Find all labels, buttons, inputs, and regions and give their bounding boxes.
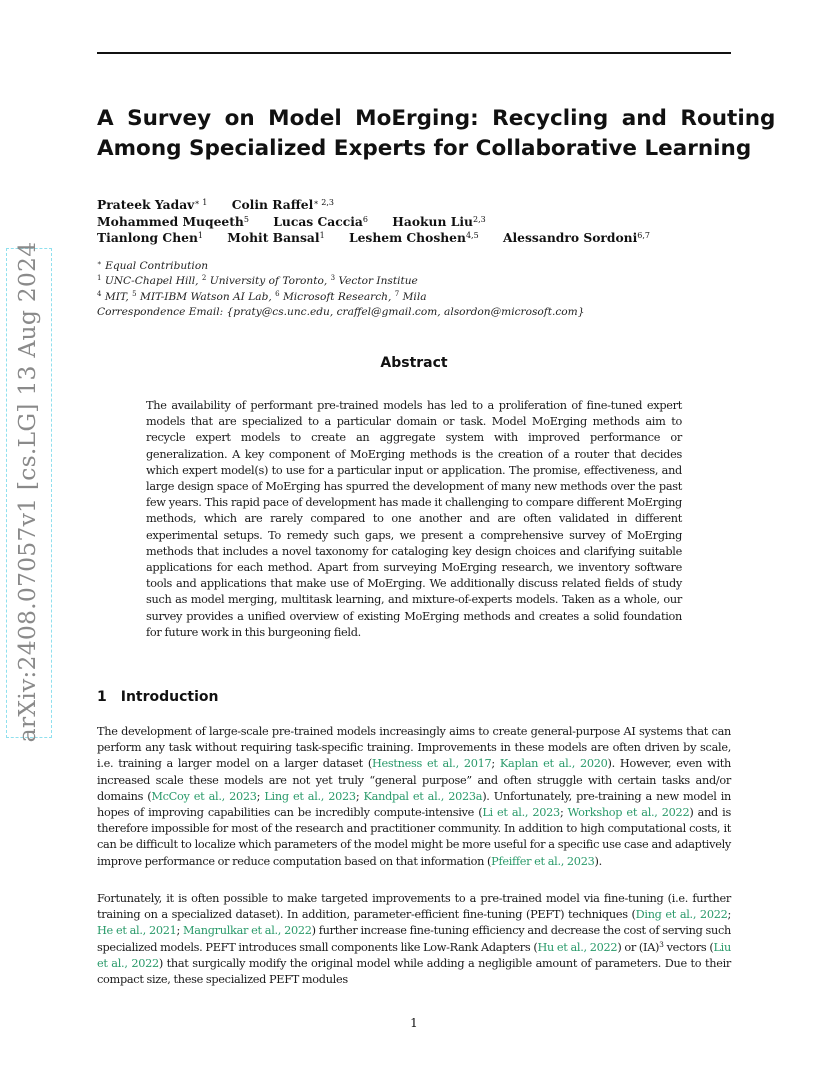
citation-link[interactable]: McCoy et al., 2023	[151, 789, 257, 803]
arxiv-watermark[interactable]: arXiv:2408.07057v1 [cs.LG] 13 Aug 2024	[13, 241, 41, 743]
author	[349, 230, 479, 247]
text-run: ;	[355, 789, 364, 803]
affil-marker: 6	[275, 289, 280, 298]
footnote-marker: ∗	[97, 259, 102, 267]
text-run: ) and is therefore impossible for most of the research and practitioner community. In addition to high computational costs, it can be difficult to localize which parameters of the model might be more useful for a specific use case and adaptively improve performance or reduce computation based on that information (	[97, 806, 731, 868]
author-affil-marker: 4,5	[465, 231, 479, 240]
author-affil-marker: 1	[197, 231, 204, 240]
text-run: vectors (	[663, 940, 714, 954]
affil-marker: 7	[394, 289, 400, 298]
top-rule	[97, 52, 731, 54]
superscript: 3	[659, 939, 664, 949]
author-affil-marker: 5	[243, 214, 249, 224]
equal-contribution-note	[97, 259, 584, 274]
author	[232, 197, 334, 214]
citation-link[interactable]: Kaplan et al., 2020	[499, 757, 608, 771]
author-affil-marker: ∗ 2,3	[313, 198, 335, 207]
author-name: Leshem Choshen	[348, 230, 466, 245]
citation-link[interactable]: Ling et al., 2023	[264, 789, 356, 803]
text-run: The development of large-scale pre-trained models increasingly aims to create general-purpose AI systems that can perform any task without requiring task-specific training. Improvements in these models are often driven by scale, i.e. training a larger model on a larger dataset (	[97, 725, 731, 771]
text-run: ;	[727, 908, 732, 922]
author-name: Mohit Bansal	[227, 230, 320, 245]
author-name: Alessandro Sordoni	[502, 230, 638, 245]
text-run: ). However, even with increased scale these models are not yet truly “general purpose” and often struggle with certain tasks and/or domains (	[97, 757, 731, 803]
citation-link[interactable]: He et al., 2021	[97, 924, 177, 938]
affiliations	[97, 259, 584, 320]
affil-name: Mila	[402, 290, 427, 303]
text-run: ) or (IA)	[617, 940, 660, 954]
author	[97, 230, 203, 247]
author-row	[97, 230, 670, 247]
author-list	[97, 197, 670, 247]
citation-link[interactable]: Pfeiffer et al., 2023	[491, 854, 595, 868]
author-name: Prateek Yadav	[97, 197, 195, 212]
affil-marker: 5	[132, 289, 137, 298]
equal-contribution-text: Equal Contribution	[105, 260, 209, 272]
affil-marker: 1	[97, 274, 102, 283]
text-run: Fortunately, it is often possible to make targeted improvements to a pre-trained model via fine-tuning (i.e. further training on a specialized dataset). In addition, parameter-efficient fine-tuning (PEFT) techniques (	[97, 892, 731, 922]
affil-name: MIT-IBM Watson AI Lab,	[139, 290, 276, 303]
citation-link[interactable]: Mangrulkar et al., 2022	[183, 924, 312, 938]
abstract-body: The availability of performant pre-trained models has led to a proliferation of fine-tuned expert models that are specialized to a particular domain or task. Model MoErging methods aim to recycle expert models to create an aggregate system with improved performance or generalization. A key component of MoErging methods is the creation of a router that decides which expert model(s) to use for a particular input or application. The promise, effectiveness, and large design space of MoErging has spurred the development of many new methods over the past few years. This rapid pace of development has made it challenging to compare different MoErging methods, which are rarely compared to one another and are often validated in different experimental setups. To remedy such gaps, we present a comprehensive survey of MoErging methods that includes a novel taxonomy for cataloging key design choices and clarifying suitable applications for each method. Apart from surveying MoErging research, we inventory software tools and applications that make use of MoErging. We additionally discuss related fields of study such as model merging, multitask learning, and mixture-of-experts models. Taken as a whole, our survey provides a unified overview of existing MoErging methods and creates a solid foundation for future work in this burgeoning field.	[146, 399, 682, 639]
citation-link[interactable]: Li et al., 2023	[482, 806, 560, 820]
paper-title	[97, 104, 776, 164]
intro-paragraph-2	[97, 891, 731, 988]
author-affil-marker: 2,3	[472, 214, 486, 224]
page-number: 1	[410, 1016, 418, 1030]
author-affil-marker: ∗ 1	[194, 198, 208, 207]
affil-name: MIT,	[104, 290, 133, 303]
author-affil-marker: 1	[319, 231, 325, 240]
affiliation-line	[97, 290, 584, 305]
title-line-2: Among Specialized Experts for Collaborative Learning	[97, 136, 752, 161]
author-row	[97, 197, 670, 214]
citation-link[interactable]: Kandpal et al., 2023a	[363, 789, 483, 803]
author	[392, 214, 485, 231]
affil-marker: 3	[330, 274, 336, 283]
author	[97, 214, 249, 231]
text-run: ).	[594, 854, 602, 868]
citation-link[interactable]: Ding et al., 2022	[635, 908, 728, 922]
correspondence-email: Correspondence Email: {praty@cs.unc.edu, craffel@gmail.com, alsordon@microsoft.com}	[97, 305, 585, 318]
citation-link[interactable]: Workshop et al., 2022	[567, 806, 690, 820]
author-name: Colin Raffel	[231, 197, 314, 212]
author-name: Mohammed Muqeeth	[97, 213, 244, 229]
author-name: Haokun Liu	[392, 213, 473, 229]
citation-link[interactable]: Hestness et al., 2017	[371, 757, 492, 771]
citation-link[interactable]: Hu et al., 2022	[537, 940, 618, 954]
title-line-1: A Survey on Model MoErging: Recycling and Routing	[97, 106, 776, 131]
author	[273, 214, 368, 231]
abstract-heading: Abstract	[380, 355, 448, 371]
section-title: Introduction	[120, 689, 219, 705]
text-run: ;	[176, 924, 184, 938]
affil-marker: 2	[201, 274, 207, 283]
author-name: Tianlong Chen	[97, 230, 198, 245]
affil-marker: 4	[97, 289, 102, 298]
citation-link[interactable]: Liu et al., 2022	[97, 940, 731, 970]
author-name: Lucas Caccia	[273, 213, 363, 229]
text-run: ) further increase fine-tuning efficiency and decrease the cost of serving such specialized models. PEFT introduces small components like Low-Rank Adapters (	[97, 924, 731, 954]
affil-name: UNC-Chapel Hill,	[104, 275, 202, 288]
author	[227, 230, 324, 247]
section-number: 1	[97, 689, 107, 705]
intro-paragraph-1	[97, 724, 731, 870]
affil-name: Microsoft Research,	[282, 290, 395, 303]
affil-name: University of Toronto,	[209, 275, 331, 288]
author-affil-marker: 6	[362, 214, 368, 224]
section-heading	[97, 689, 219, 705]
author	[97, 197, 207, 214]
text-run: ;	[256, 789, 265, 803]
author-affil-marker: 6,7	[637, 231, 651, 240]
text-run: ;	[559, 806, 568, 820]
author	[503, 230, 650, 247]
text-run: ;	[491, 757, 500, 771]
affil-name: Vector Institue	[338, 275, 418, 288]
author-row	[97, 214, 670, 231]
text-run: ). Unfortunately, pre-training a new model in hopes of improving capabilities can be incredibly compute-intensive (	[97, 789, 732, 820]
text-run: ) that surgically modify the original model while adding a negligible amount of parameters. Due to their compact size, these specialized PEFT modules	[97, 956, 731, 987]
affiliation-line	[97, 274, 584, 289]
